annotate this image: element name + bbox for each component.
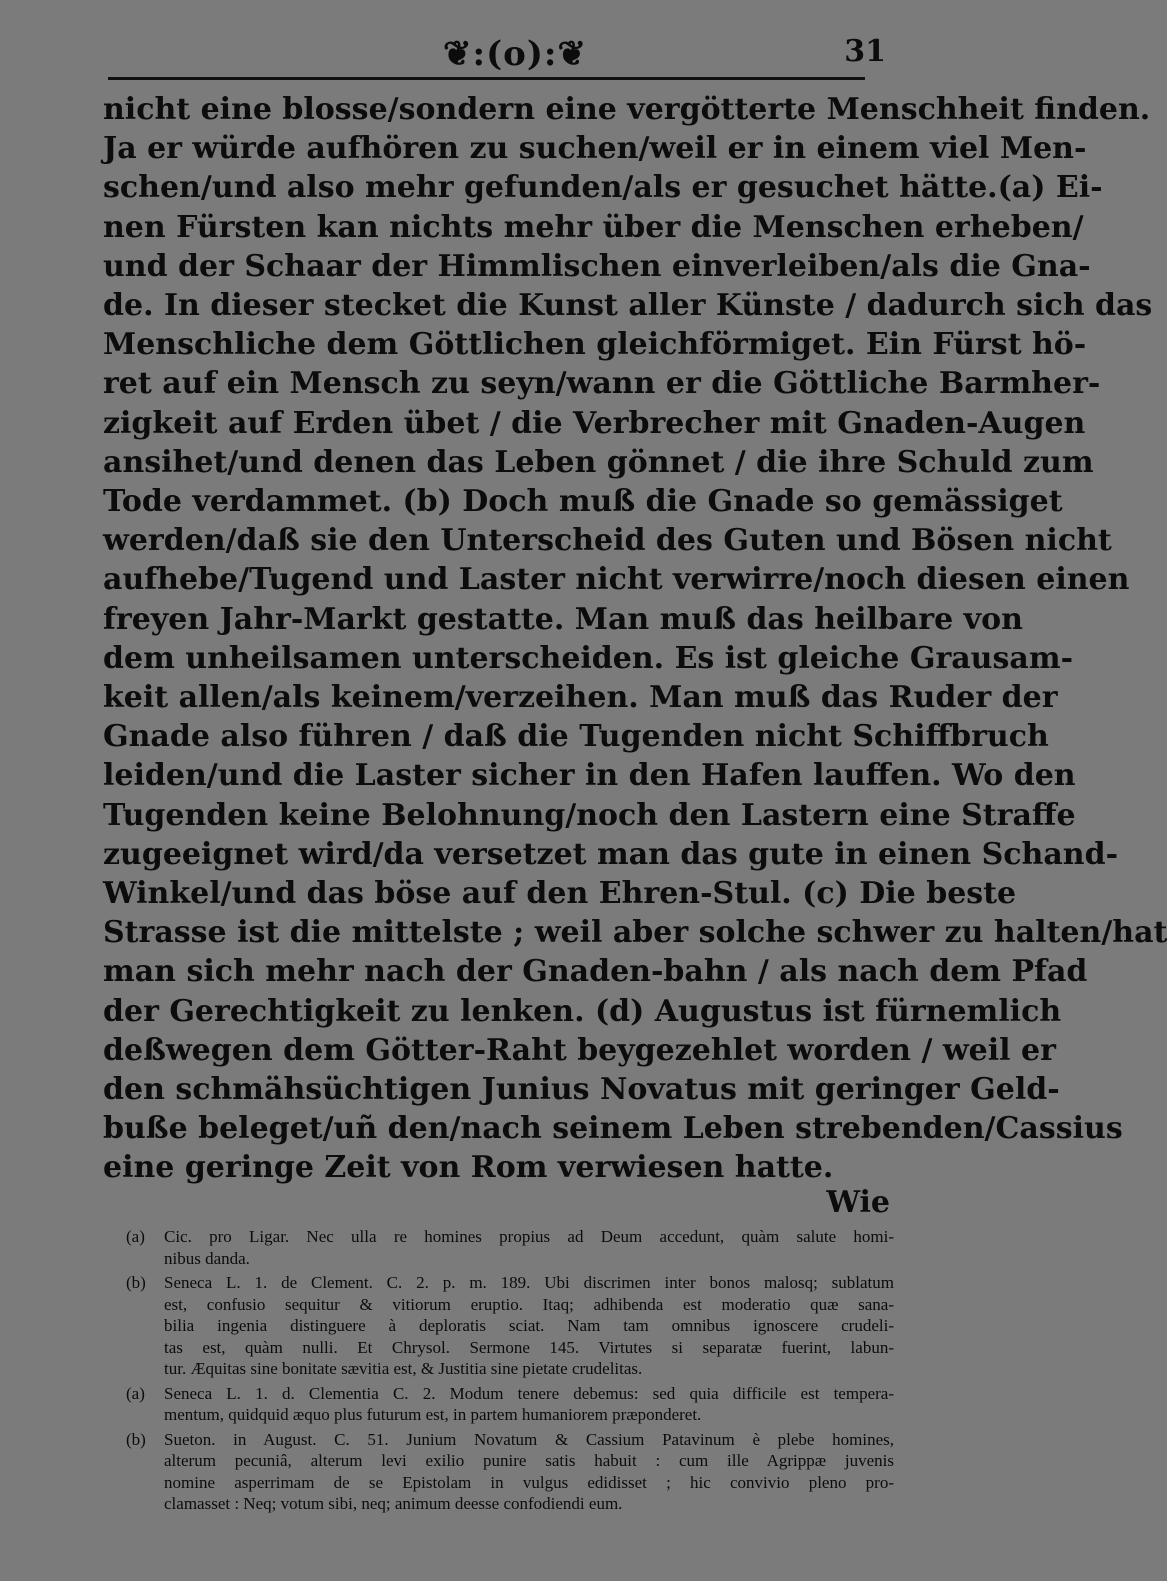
text-line: dem unheilsamen unterscheiden. Es ist gleiche Grausam‑ xyxy=(103,640,1074,676)
text-line: der Gerechtigkeit zu lenken. (d) Augustus ist fürnemlich xyxy=(103,993,1062,1029)
footnote xyxy=(126,1383,894,1426)
text-line: de. In dieser stecket die Kunst aller Künste / dadurch sich das xyxy=(103,288,1153,324)
text-line: deßwegen dem Götter‑Raht beygezehlet worden / weil er xyxy=(103,1032,1056,1068)
text-line: Ja er würde aufhören zu suchen/weil er in einem viel Men‑ xyxy=(103,131,1087,167)
text-line: leiden/und die Laster sicher in den Hafen lauffen. Wo den xyxy=(103,758,1076,794)
text-line: zigkeit auf Erden übet / die Verbrecher mit Gnaden‑Augen xyxy=(103,405,1086,441)
text-line: ret auf ein Mensch zu seyn/wann er die Göttliche Barmher‑ xyxy=(103,366,1101,402)
text-line: nen Fürsten kan nichts mehr über die Menschen erheben/ xyxy=(103,209,1084,245)
text-line: Menschliche dem Göttlichen gleichförmiget. Ein Fürst hö‑ xyxy=(103,327,1087,363)
text-line: den schmähsüchtigen Junius Novatus mit geringer Geld‑ xyxy=(103,1072,1060,1108)
footnote-line: alterum pecuniâ, alterum levi exilio punire satis habuit : cum ille Agrippæ juvenis xyxy=(164,1451,894,1470)
footnote-line: nomine asperrimam de se Epistolam in vulgus edidisset ; hic convivio pleno pro‑ xyxy=(164,1472,894,1492)
text-line: werden/daß sie den Unterscheid des Guten und Bösen nicht xyxy=(103,523,1112,559)
footnote-marker: (b) xyxy=(126,1429,146,1449)
text-line: ansihet/und denen das Leben gönnet / die ihre Schuld zum xyxy=(103,444,1094,480)
footnote-line: tas est, quàm nulli. Et Chrysol. Sermone 145. Virtutes si separatæ fuerint, labun‑ xyxy=(164,1337,894,1357)
text-line: buße beleget/uñ den/nach seinem Leben strebenden/Cassius xyxy=(103,1111,1123,1147)
page-header xyxy=(100,22,890,82)
text-line: zugeeignet wird/da versetzet man das gute in einen Schand‑ xyxy=(103,836,1119,872)
footnote-line: nibus danda. xyxy=(164,1248,250,1268)
text-line: Strasse ist die mittelste ; weil aber solche schwer zu halten/hat xyxy=(103,915,1167,951)
catchword: Wie xyxy=(826,1185,890,1220)
text-line: Gnade also führen / daß die Tugenden nicht Schiffbruch xyxy=(103,719,1049,755)
text-line: Tugenden keine Belohnung/noch den Lastern eine Straffe xyxy=(103,797,1076,833)
footnote-line: mentum, quidquid æquo plus futurum est, in partem humaniorem præponderet. xyxy=(164,1405,702,1424)
main-text xyxy=(103,90,1167,1188)
header-ornament: ❦:(o):❦ xyxy=(443,34,587,74)
text-line: schen/und also mehr gefunden/als er gesuchet hätte.(a) Ei‑ xyxy=(103,170,1103,206)
text-line: nicht eine blosse/sondern eine vergötterte Menschheit finden. xyxy=(103,92,1151,127)
footnote xyxy=(126,1272,894,1380)
footnote-marker: (a) xyxy=(126,1227,145,1246)
header-rule xyxy=(108,77,865,80)
page-number: 31 xyxy=(844,34,886,69)
footnote-line: clamasset : Neq; votum sibi, neq; animum deesse confodiendi eum. xyxy=(164,1494,623,1513)
text-line: eine geringe Zeit von Rom verwiesen hatte. xyxy=(103,1150,834,1186)
text-line: freyen Jahr‑Markt gestatte. Man muß das heilbare von xyxy=(103,601,1023,637)
footnotes xyxy=(126,1226,894,1518)
footnote xyxy=(126,1226,894,1269)
footnote-line: est, confusio sequitur & vitiorum eruptio. Itaq; adhibenda est moderatio quæ sana‑ xyxy=(164,1294,894,1314)
footnote-line: Seneca L. 1. de Clement. C. 2. p. m. 189. Ubi discrimen inter bonos malosq; sublatum xyxy=(164,1273,894,1292)
text-line: und der Schaar der Himmlischen einverleiben/als die Gna‑ xyxy=(103,248,1091,284)
text-line: aufhebe/Tugend und Laster nicht verwirre/noch diesen einen xyxy=(103,562,1130,598)
footnote-line: Seneca L. 1. d. Clementia C. 2. Modum tenere debemus: sed quia difficile est tempera‑ xyxy=(164,1383,894,1403)
text-line: Tode verdammet. (b) Doch muß die Gnade so gemässiget xyxy=(103,484,1063,520)
text-line: keit allen/als keinem/verzeihen. Man muß das Ruder der xyxy=(103,680,1058,716)
footnote xyxy=(126,1429,894,1515)
text-line: Winkel/und das böse auf den Ehren‑Stul. (c) Die beste xyxy=(103,876,1017,912)
footnote-marker: (a) xyxy=(126,1383,145,1403)
footnote-line: bilia ingenia distinguere à deploratis sciat. Nam tam omnibus ignoscere crudeli‑ xyxy=(164,1316,894,1335)
footnote-marker: (b) xyxy=(126,1273,146,1292)
footnote-line: Cic. pro Ligar. Nec ulla re homines propius ad Deum accedunt, quàm salute homi‑ xyxy=(164,1227,894,1246)
footnote-line: tur. Æquitas sine bonitate sævitia est, & Justitia sine pietate crudelitas. xyxy=(164,1359,643,1378)
footnote-line: Sueton. in August. C. 51. Junium Novatum & Cassium Patavinum è plebe homines, xyxy=(164,1429,894,1449)
text-line: man sich mehr nach der Gnaden‑bahn / als nach dem Pfad xyxy=(103,954,1088,990)
